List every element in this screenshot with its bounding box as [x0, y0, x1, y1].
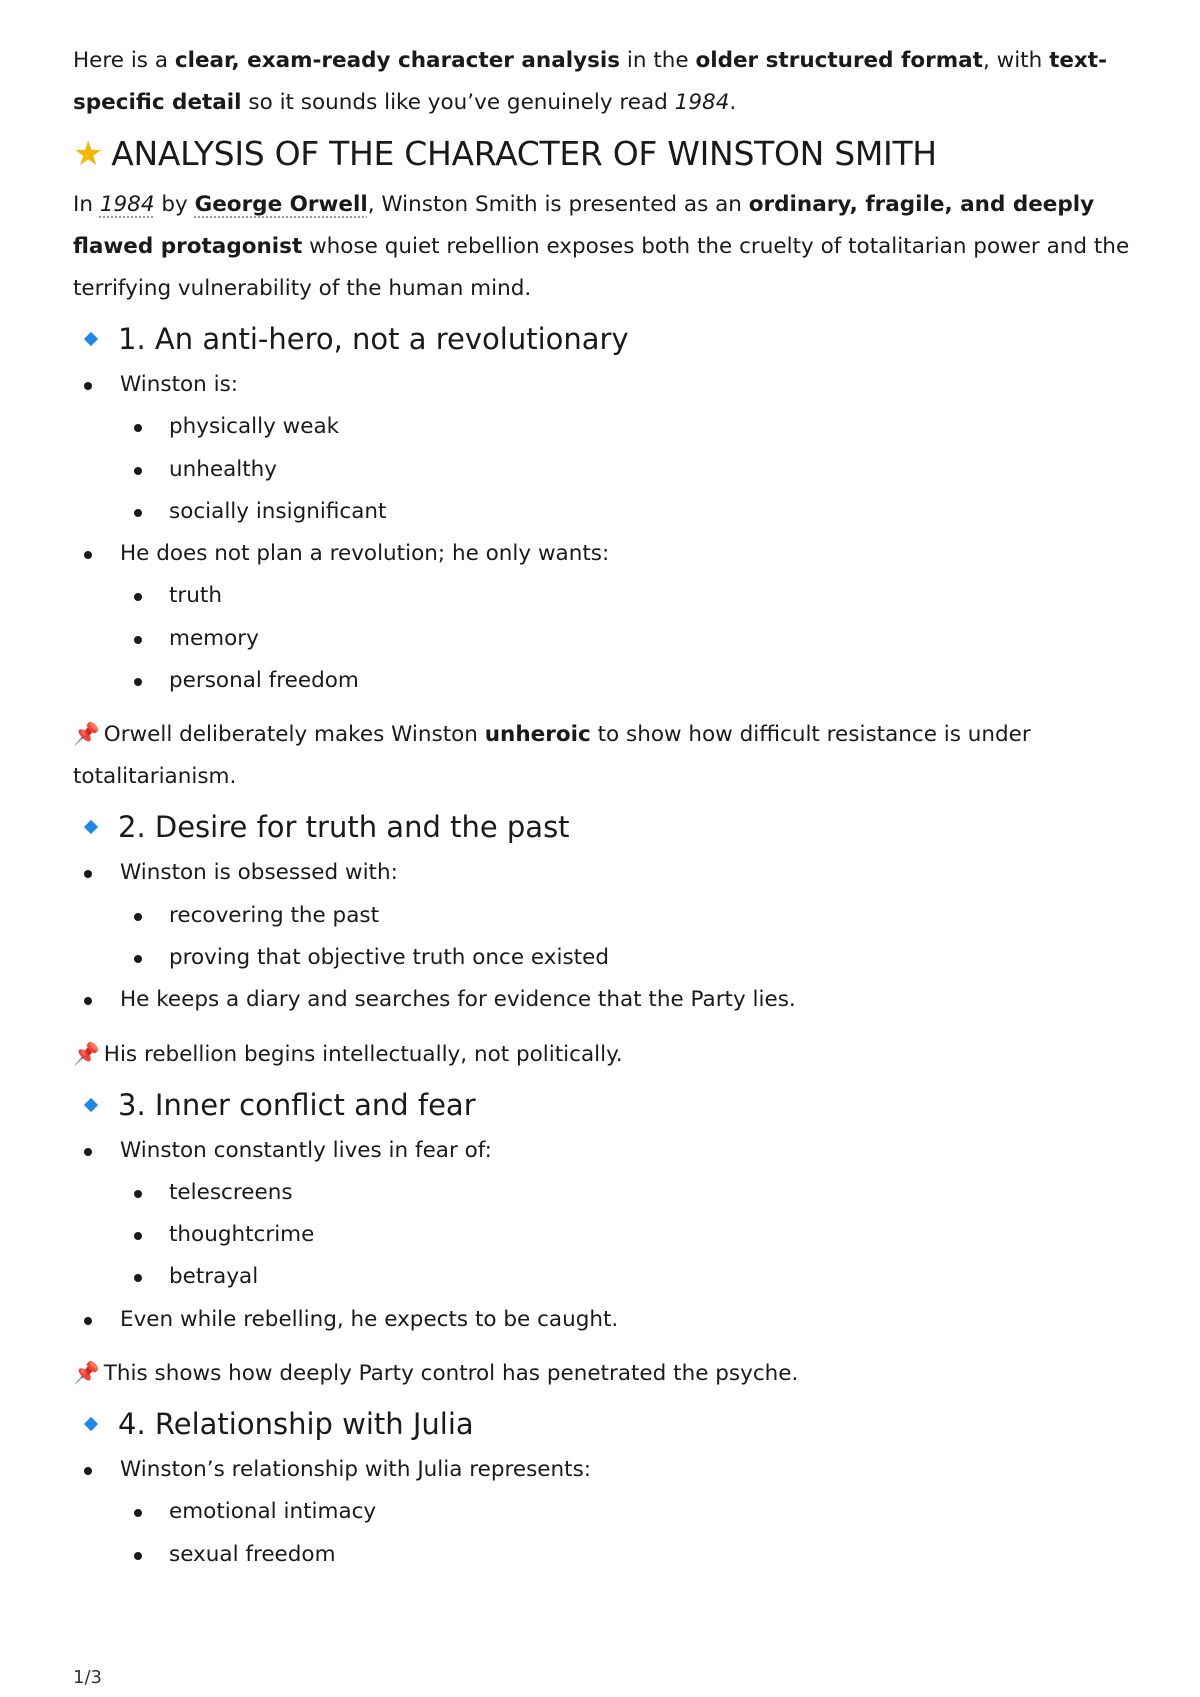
intro-paragraph: Here is a clear, exam-ready character analysis in the older structured format, with text-specific detail so it sounds like you’ve genuinely read 1984. [73, 48, 1107, 115]
section-3-sublist [73, 1172, 1133, 1299]
list-item: physically weak [73, 406, 1133, 448]
list-item: thoughtcrime [73, 1214, 1133, 1256]
section-1-list [73, 364, 1133, 406]
list-item: He does not plan a revolution; he only wants: [73, 533, 1133, 575]
section-2-list [73, 852, 1133, 894]
list-item: Even while rebelling, he expects to be caught. [73, 1299, 1133, 1341]
section-4-sublist [73, 1491, 1133, 1576]
section-2-sublist [73, 895, 1133, 980]
list-item: personal freedom [73, 660, 1133, 702]
list-item: Winston is obsessed with: [73, 852, 1133, 894]
blue-diamond-icon [84, 332, 98, 346]
list-item: Winston constantly lives in fear of: [73, 1130, 1133, 1172]
list-item: recovering the past [73, 895, 1133, 937]
section-3-note: 📌 This shows how deeply Party control has penetrated the psyche. [73, 1353, 1133, 1395]
pushpin-icon: 📌 [73, 1361, 100, 1387]
star-icon: ★ [73, 134, 104, 174]
blue-diamond-icon [84, 820, 98, 834]
list-item: He keeps a diary and searches for evidence that the Party lies. [73, 979, 1133, 1021]
section-1-sublist-2 [73, 575, 1133, 702]
section-heading-4: 4. Relationship with Julia [73, 1401, 1133, 1447]
section-1-list-2 [73, 533, 1133, 575]
section-1-sublist-1 [73, 406, 1133, 533]
section-3-list [73, 1130, 1133, 1172]
book-link[interactable]: 1984 [99, 192, 155, 217]
section-heading-2: 2. Desire for truth and the past [73, 804, 1133, 850]
section-heading-3: 3. Inner conflict and fear [73, 1082, 1133, 1128]
list-item: betrayal [73, 1256, 1133, 1298]
list-item: Winston is: [73, 364, 1133, 406]
section-2-list-2 [73, 979, 1133, 1021]
list-item: socially insignificant [73, 491, 1133, 533]
blue-diamond-icon [84, 1097, 98, 1111]
list-item: proving that objective truth once existed [73, 937, 1133, 979]
pushpin-icon: 📌 [73, 1041, 100, 1067]
list-item: telescreens [73, 1172, 1133, 1214]
list-item: memory [73, 618, 1133, 660]
list-item: unhealthy [73, 449, 1133, 491]
page-number: 1/3 [73, 1667, 102, 1688]
list-item: sexual freedom [73, 1534, 1133, 1576]
section-1-note: 📌 Orwell deliberately makes Winston unheroic to show how difficult resistance is under totalitarianism. [73, 714, 1133, 798]
section-3-list-2 [73, 1299, 1133, 1341]
author-link[interactable]: George Orwell [194, 192, 368, 217]
list-item: Winston’s relationship with Julia represents: [73, 1449, 1133, 1491]
list-item: emotional intimacy [73, 1491, 1133, 1533]
pushpin-icon: 📌 [73, 722, 100, 748]
document-page [73, 40, 1133, 1576]
section-heading-1: 1. An anti-hero, not a revolutionary [73, 316, 1133, 362]
section-4-list [73, 1449, 1133, 1491]
page-title: ★ ANALYSIS OF THE CHARACTER OF WINSTON SMITH [73, 134, 937, 174]
list-item: truth [73, 575, 1133, 617]
section-2-note: 📌 His rebellion begins intellectually, not politically. [73, 1034, 1133, 1076]
blue-diamond-icon [84, 1417, 98, 1431]
lead-paragraph: In 1984 by George Orwell, Winston Smith is presented as an ordinary, fragile, and deeply flawed protagonist whose quiet rebellion exposes both the cruelty of totalitarian power and the terrifying vulnerability of the human mind. [73, 192, 1130, 301]
